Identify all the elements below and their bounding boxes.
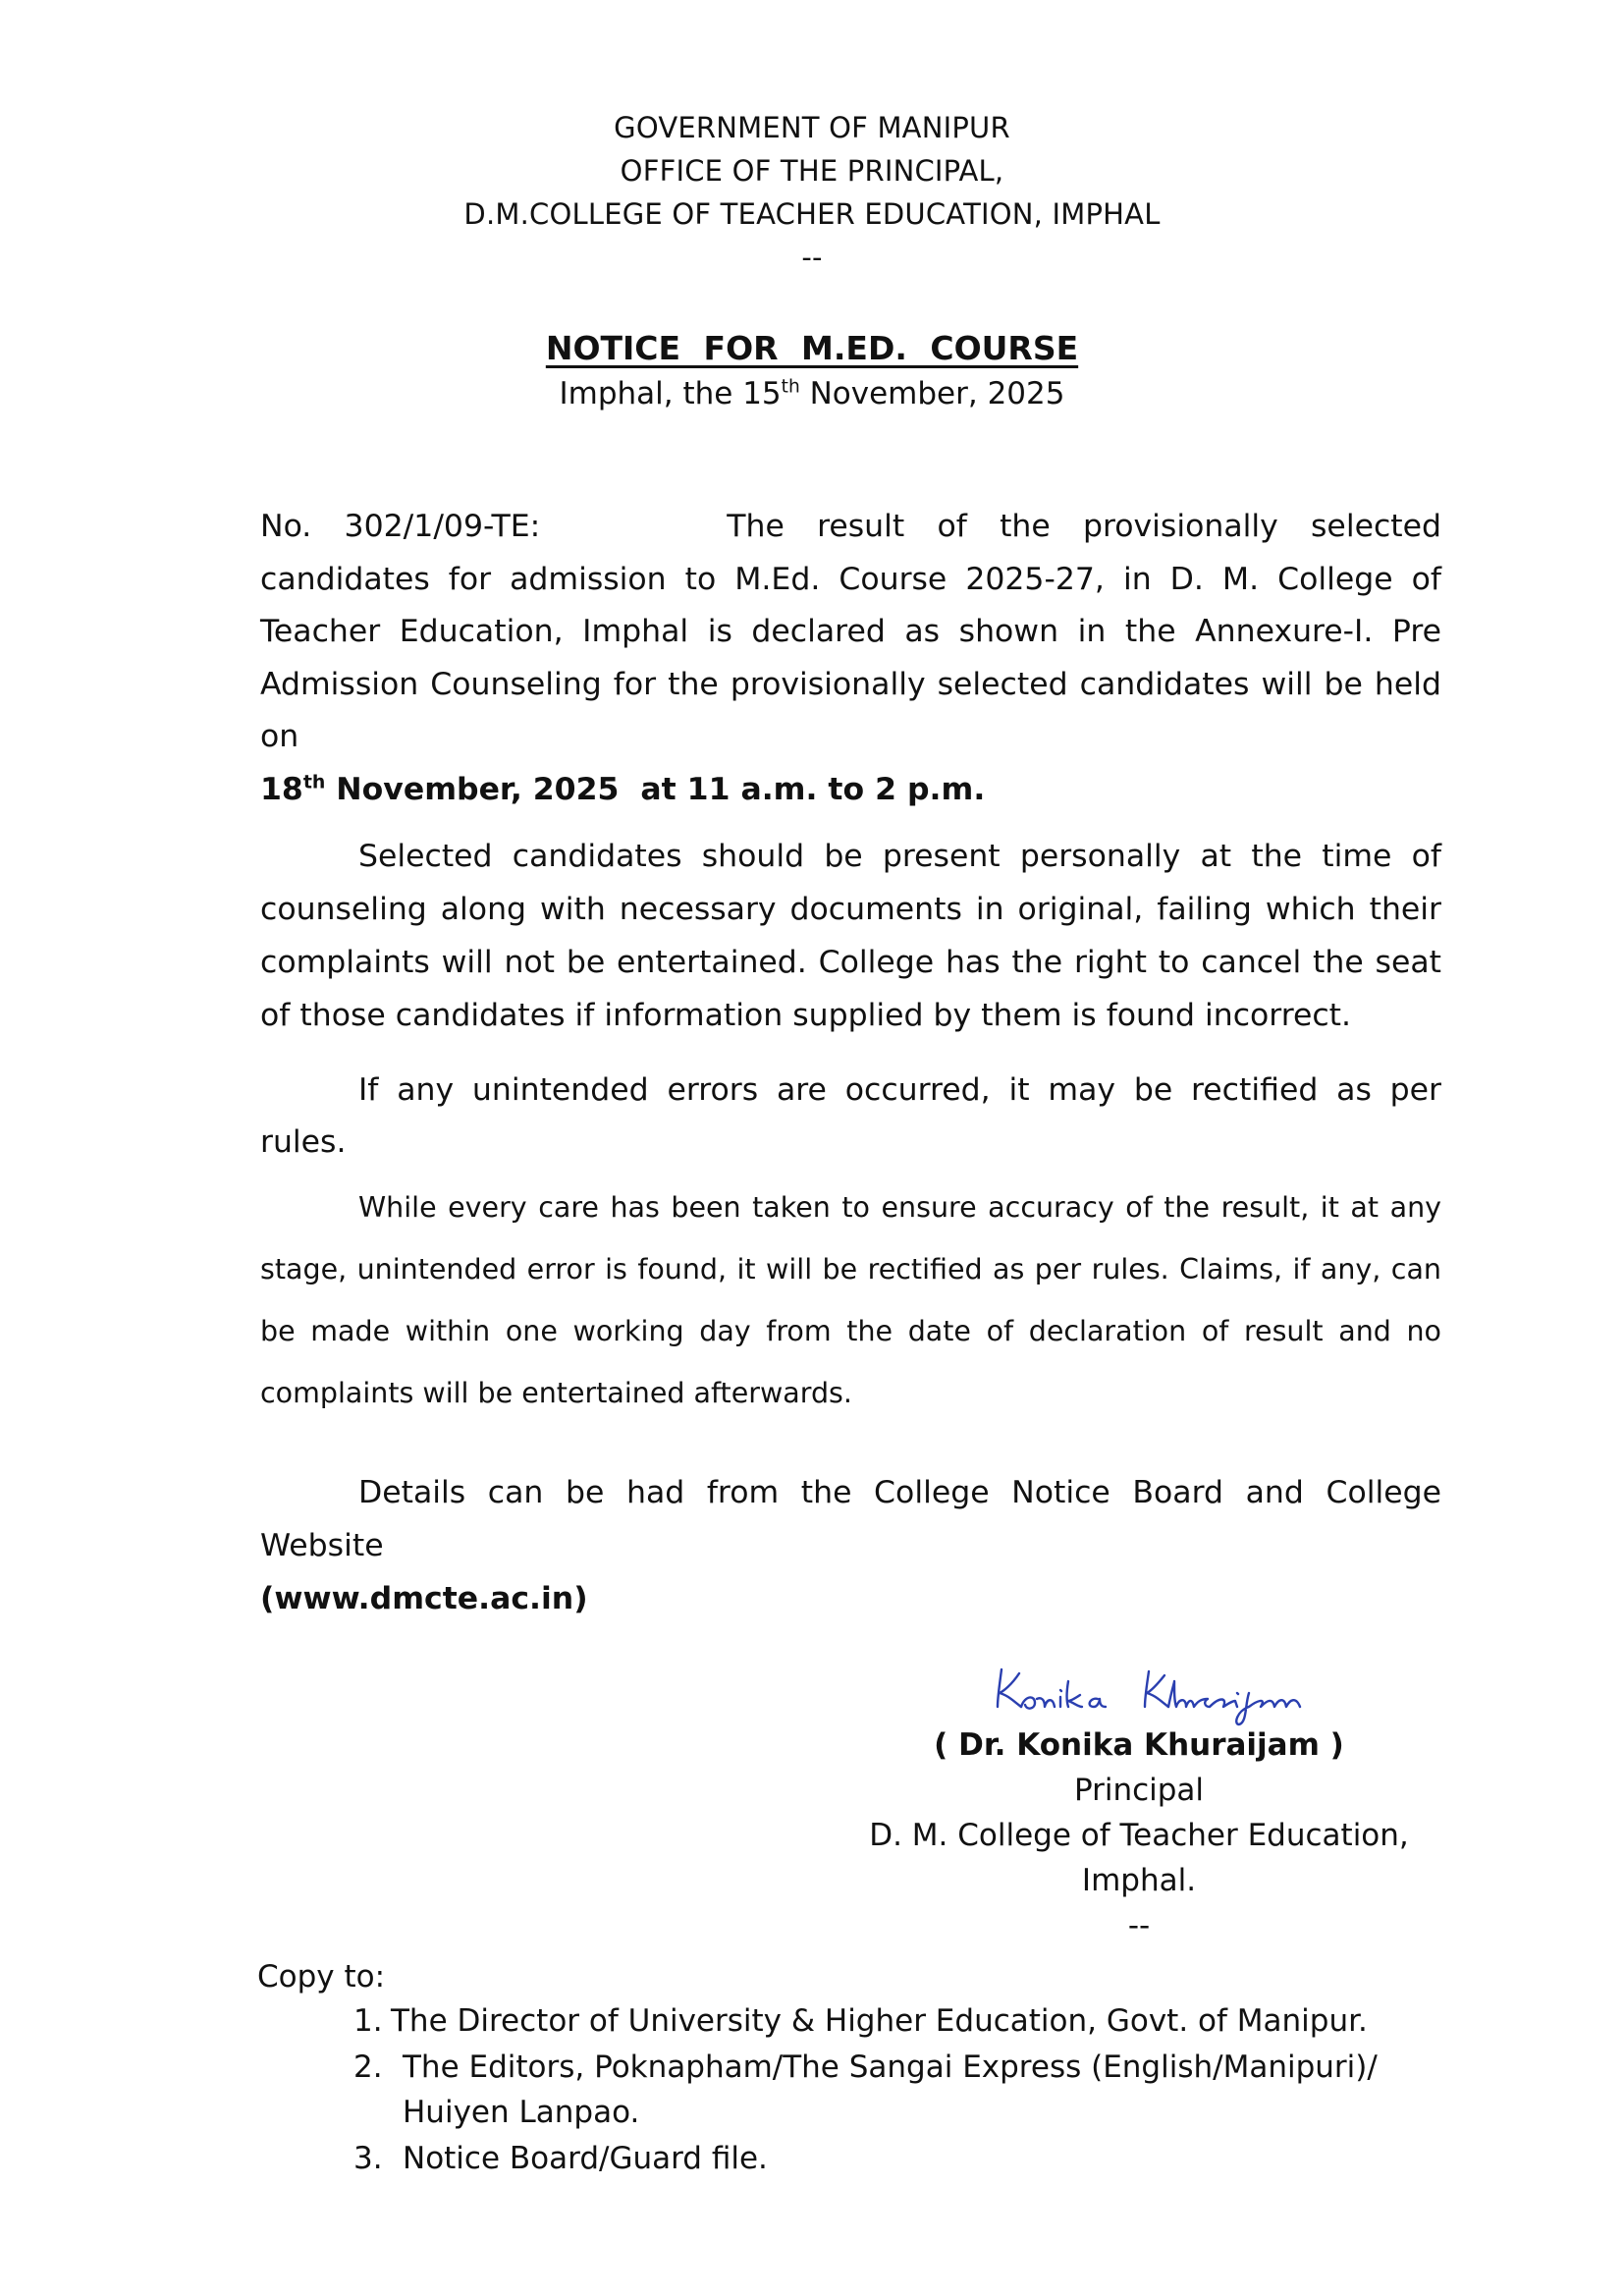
signatory-block [844, 1722, 1434, 1948]
website-link[interactable]: (www.dmcte.ac.in) [260, 1581, 588, 1616]
copy-to-item [353, 1998, 1483, 2045]
signatory-separator: -- [1127, 1908, 1151, 1943]
paragraph-details-text: Details can be had from the College Notice Board and College Website [260, 1475, 1441, 1563]
counseling-time: November, 2025 at 11 a.m. to 2 p.m. [325, 771, 986, 807]
copy-to-item-text: The Director of University & Higher Education, Govt. of Manipur. [391, 2003, 1368, 2039]
header-separator: -- [801, 241, 823, 274]
notice-title: NOTICE FOR M.ED. COURSE [545, 329, 1079, 367]
header-office: OFFICE OF THE PRINCIPAL, [620, 154, 1004, 188]
paragraph-result-text: The result of the provisionally selected candidates for admission to M.Ed. Course 2025-27, in D. M. College of Teacher Education, Imphal is declared as shown in the Annexure-I. Pre Admission Counseling for the provisionally selected candidates will be held on [260, 509, 1441, 754]
paragraph-claims [260, 1176, 1441, 1424]
reference-number: No. 302/1/09-TE: [260, 509, 541, 544]
paragraph-result [260, 501, 1441, 816]
copy-to-label: Copy to: [257, 1959, 386, 1995]
copy-to-list [353, 1998, 1483, 2181]
paragraph-attendance [260, 830, 1441, 1042]
copy-to-item-text: Notice Board/Guard file. [403, 2140, 768, 2176]
counseling-day-ordinal: th [302, 771, 326, 793]
copy-to-item-number: 3. [353, 2140, 383, 2176]
signatory-city: Imphal. [1081, 1863, 1197, 1898]
paragraph-errors [260, 1065, 1441, 1169]
date-suffix-ordinal: th [781, 376, 800, 398]
date-rest: November, 2025 [799, 376, 1065, 411]
header-government: GOVERNMENT OF MANIPUR [614, 111, 1010, 144]
copy-to-item [353, 2136, 1483, 2182]
paragraph-attendance-text: Selected candidates should be present personally at the time of counseling along with necessary documents in original, failing which their complaints will not be entertained. College has the right to cancel the seat of those candidates if information supplied by them is found incorrect. [260, 839, 1441, 1033]
counseling-day: 18 [260, 771, 303, 807]
signatory-name: ( Dr. Konika Khuraijam ) [934, 1727, 1344, 1763]
paragraph-errors-text: If any unintended errors are occurred, it may be rectified as per rules. [260, 1072, 1441, 1160]
signatory-designation: Principal [1073, 1773, 1205, 1808]
letterhead [0, 106, 1624, 279]
paragraph-claims-text: While every care has been taken to ensure accuracy of the result, it at any stage, unintended error is found, it will be rectified as per rules. Claims, if any, can be made within one working day from the date of declaration of result and no complaints will be entertained afterwards. [260, 1191, 1441, 1409]
copy-to-item [353, 2090, 1483, 2136]
copy-to-item-number: 1. [353, 2003, 383, 2039]
paragraph-details [260, 1466, 1441, 1625]
copy-to-item-text: Huiyen Lanpao. [403, 2095, 640, 2130]
copy-to-item-number [353, 2090, 403, 2136]
copy-to-item [353, 2045, 1483, 2091]
notice-date [0, 376, 1624, 411]
copy-to-item-text: The Editors, Poknapham/The Sangai Express (English/Manipuri)/ [403, 2049, 1378, 2085]
counseling-date [260, 772, 985, 807]
signatory-institution: D. M. College of Teacher Education, [869, 1818, 1409, 1853]
copy-to-item-number: 2. [353, 2049, 383, 2085]
date-prefix: Imphal, the 15 [559, 376, 782, 411]
handwritten-signature [992, 1658, 1394, 1726]
header-college: D.M.COLLEGE OF TEACHER EDUCATION, IMPHAL [463, 197, 1161, 231]
